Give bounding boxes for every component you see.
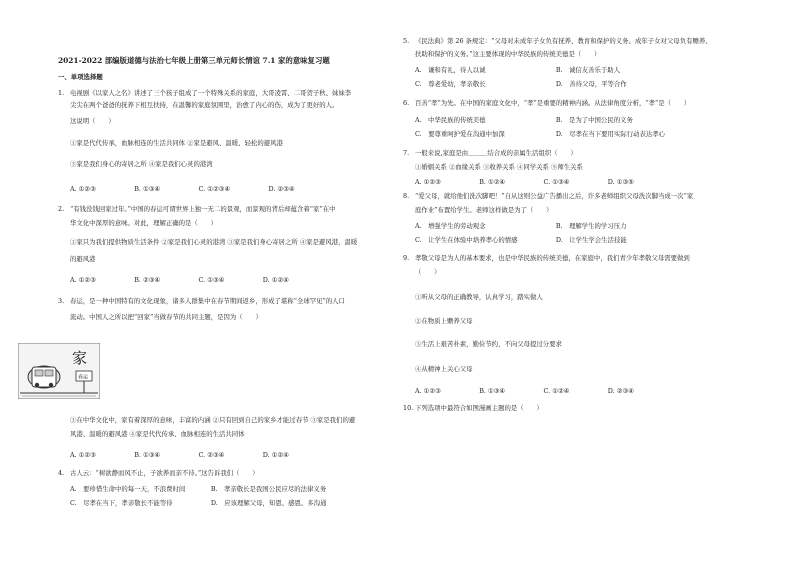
question-line: 百善“孝”为先。在中国的家庭文化中，“孝”是重要的精神内涵。从法律角度分析，“孝”是（ ） — [415, 99, 691, 107]
section-heading: 一、单项选择题 — [58, 73, 103, 81]
question-line: A. 增强学生的劳动观念 B. 理解学生的学习压力 — [415, 222, 627, 230]
question-line: ①家只为我们提供物质生活条件 ②家是我们心灵的港湾 ③家是我们身心寄居之所 ④家是避风港，温暖 — [70, 238, 358, 246]
question-line: A. ①②③ B. ①③④ C. ①②③④ D. ②③④ — [70, 185, 295, 193]
question-line: ①家是代代传承，血脉相连的生活共同体 ②家是避风、温暖、轻松的避风港 — [70, 139, 283, 147]
question-line: C. 要尊重呵护爱在沟通中加深 D. 尽孝在当下要用实际行动表达孝心 — [415, 130, 666, 138]
question-line: “有钱没钱回家过年。”中国的春运可谓世界上独一无二的景观，而景观的背后却蕴含着“家”在中 — [70, 205, 336, 213]
question-line: ④从精神上关心父母 — [415, 365, 473, 373]
question-line: A. ①②③ B. ①②④ C. ①③④ D. ①③⑤ — [415, 178, 634, 186]
question-line: 尖尖在两个爸爸的抚养下相互扶持，在温馨的家庭氛围里，治愈了内心的伤，成为了更好的人。 — [70, 101, 339, 109]
question-line: 春运，是一种中国特有的文化现象，诸多人群集中在春节期间返乡，形成了堪称“全球罕见”的人口 — [70, 297, 345, 305]
question-line: 华文化中深厚的意味。对此，理解正确的是（ ） — [70, 219, 217, 227]
question-line: A. ①②③ B. ①③④ C. ①②④ D. ②③④ — [415, 387, 634, 395]
illustration-sign: 春运 — [78, 374, 89, 381]
question-line: A. ①②③ B. ②③④ C. ①③④ D. ①②④ — [70, 276, 289, 284]
question-line: 古人云：“树欲静而风不止，子欲养而亲不待。”这告诉我们（ ） — [70, 469, 259, 477]
question-line: 《民法典》第 26 条规定：“父母对未成年子女负有抚养、教育和保护的义务。成年子女对父母负有赡养、 — [415, 37, 712, 45]
question-line: 庭作业”布置给学生。老师这样做是为了（ ） — [415, 206, 553, 214]
question-line: A. 谦和有礼，待人以诚 B. 诚信友善乐于助人 — [415, 66, 621, 74]
question-line: 的避风港 — [70, 255, 96, 263]
question-line: C. 尽孝在当下，孝亲敬长不能等待 D. 应该理解父母，知恩、感恩、多沟通 — [70, 499, 327, 507]
question-line: ③生活上艰苦朴素，勤俭节约，不向父母提过分要求 — [415, 340, 562, 348]
question-number: 8. — [403, 192, 410, 200]
question-line: 风港、温暖的避风港 ④家是代代传承、血脉相连的生活共同体 — [70, 430, 245, 438]
question-line: （ ） — [415, 268, 441, 276]
question-line: C. 尊老爱幼，孝亲敬长 D. 善待父母，平等合作 — [415, 80, 627, 88]
question-line: A. 中华民族的传统美德 B. 是为了中国公民的义务 — [415, 116, 633, 124]
question-number: 7. — [403, 149, 410, 157]
question-number: 3. — [58, 297, 65, 305]
question-line: “爱父母，就给他们洗次脚吧！”自从这则公益广告播出之后，许多老师组织父母洗次脚当成一次“家 — [415, 192, 694, 200]
question-number: 4. — [58, 469, 65, 477]
question-line: ①在中华文化中，家有着深厚的意味，丰富的内涵 ②只有回到自己的家乡才能过春节 ③家是我们的避 — [70, 416, 356, 424]
question-line: 下列选项中最符合如图漫画主题的是（ ） — [415, 404, 543, 412]
question-number: 10. — [403, 404, 414, 412]
question-line: ②在物质上赡养父母 — [415, 317, 473, 325]
question-number: 9. — [403, 254, 410, 262]
question-line: 扶助和保护的义务。”这主要体现的中华民族的传统美德是（ ） — [415, 50, 601, 58]
question-line: ③家是我们身心的寄居之所 ④家是我们心灵的港湾 — [70, 160, 213, 168]
question-number: 1. — [58, 89, 65, 97]
question-line: 电视剧《以家人之名》讲述了三个孩子组成了一个特殊关系的家庭，大哥凌霄、二哥贺子秋、妹妹李 — [70, 89, 352, 97]
document-title: 2021-2022 部编版道德与法治七年级上册第三单元师长情谊 7.1 家的意味复习题 — [58, 56, 330, 65]
question-line: 一般来说,家庭是由＿＿＿结合成的亲属生活组织（ ） — [415, 149, 577, 157]
cartoon-illustration — [18, 343, 100, 399]
question-line: 流动。中国人之所以把“回家”当做春节的共同主题，是因为（ ） — [70, 313, 262, 321]
illustration-character: 家 — [72, 349, 88, 367]
question-line: ①听从父母的正确教导，认真学习，踏实做人 — [415, 293, 543, 301]
question-line: A. ①②③ B. ①③④ C. ②③④ D. ①②④ — [70, 451, 289, 459]
question-line: C. 让学生在体验中培养孝心的情感 D. 让学生学会生活技能 — [415, 236, 627, 244]
question-line: ①婚姻关系 ②血缘关系 ③收养关系 ④同学关系 ⑤师生关系 — [415, 163, 583, 171]
question-number: 6. — [403, 99, 410, 107]
question-line: 这说明（ ） — [70, 117, 115, 125]
question-number: 5. — [403, 37, 410, 45]
question-line: 孝敬父母是为人的基本要求，也是中华民族的传统美德，在家庭中，我们青少年孝敬父母需要做到 — [415, 254, 690, 262]
question-number: 2. — [58, 205, 65, 213]
question-line: A. 要珍惜生命中的每一天，不浪费时间 B. 孝亲敬长是我国公民应尽的法律义务 — [70, 485, 327, 493]
